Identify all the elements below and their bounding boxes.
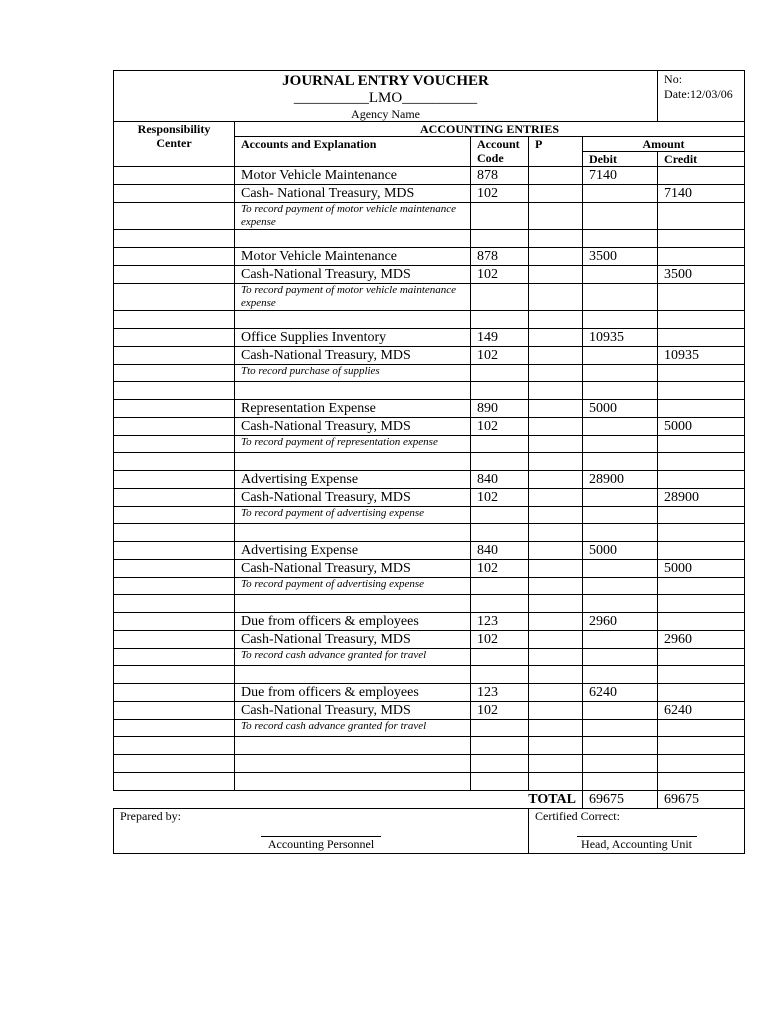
blank-cell xyxy=(583,595,658,613)
debit-account-name: Advertising Expense xyxy=(235,471,471,489)
credit-empty xyxy=(658,578,745,595)
blank-cell xyxy=(114,666,235,684)
blank-cell xyxy=(471,382,529,400)
debit-amount: 6240 xyxy=(583,684,658,702)
entry-explanation: To record payment of motor vehicle maintenance expense xyxy=(235,284,471,311)
code-empty xyxy=(471,436,529,453)
responsibility-cell xyxy=(114,329,235,347)
credit-amount: 3500 xyxy=(658,266,745,284)
debit-amount: 28900 xyxy=(583,471,658,489)
blank-cell xyxy=(235,773,471,791)
blank-cell xyxy=(471,595,529,613)
debit-amount: 10935 xyxy=(583,329,658,347)
debit-empty xyxy=(583,720,658,737)
posting-cell xyxy=(529,248,583,266)
credit-amount-empty xyxy=(658,167,745,185)
blank-cell xyxy=(235,524,471,542)
debit-empty xyxy=(583,578,658,595)
table-row xyxy=(114,284,745,311)
debit-account-code: 149 xyxy=(471,329,529,347)
debit-amount-empty xyxy=(583,266,658,284)
blank-cell xyxy=(235,737,471,755)
debit-account-name: Motor Vehicle Maintenance xyxy=(235,167,471,185)
table-row xyxy=(114,471,745,489)
voucher-date: Date:12/03/06 xyxy=(664,87,733,101)
entry-explanation: To record cash advance granted for travel xyxy=(235,649,471,666)
responsibility-cell xyxy=(114,471,235,489)
blank-cell xyxy=(529,737,583,755)
blank-cell xyxy=(235,382,471,400)
credit-account-name: Cash-National Treasury, MDS xyxy=(235,266,471,284)
account-code-header: Account Code xyxy=(471,137,529,167)
table-row xyxy=(114,809,745,854)
posting-cell xyxy=(529,578,583,595)
responsibility-cell xyxy=(114,203,235,230)
credit-account-code: 102 xyxy=(471,185,529,203)
credit-account-code: 102 xyxy=(471,347,529,365)
posting-cell xyxy=(529,702,583,720)
posting-cell xyxy=(529,185,583,203)
blank-cell xyxy=(471,311,529,329)
debit-amount-empty xyxy=(583,418,658,436)
blank-cell xyxy=(235,230,471,248)
prepared-by-role: Accounting Personnel xyxy=(267,837,375,851)
voucher-table xyxy=(113,70,745,854)
blank-cell xyxy=(583,737,658,755)
debit-amount-empty xyxy=(583,347,658,365)
table-row xyxy=(114,578,745,595)
blank-cell xyxy=(529,773,583,791)
debit-account-name: Due from officers & employees xyxy=(235,684,471,702)
table-row xyxy=(114,702,745,720)
blank-cell xyxy=(658,773,745,791)
blank-cell xyxy=(529,453,583,471)
debit-amount-empty xyxy=(583,702,658,720)
blank-cell xyxy=(583,453,658,471)
debit-amount-empty xyxy=(583,560,658,578)
entry-explanation: To record payment of advertising expense xyxy=(235,578,471,595)
credit-amount: 10935 xyxy=(658,347,745,365)
credit-account-code: 102 xyxy=(471,266,529,284)
debit-amount-empty xyxy=(583,631,658,649)
debit-account-name: Office Supplies Inventory xyxy=(235,329,471,347)
credit-amount-empty xyxy=(658,471,745,489)
total-debit: 69675 xyxy=(583,791,658,809)
blank-cell xyxy=(529,595,583,613)
debit-amount: 3500 xyxy=(583,248,658,266)
responsibility-cell xyxy=(114,613,235,631)
debit-header: Debit xyxy=(583,152,658,167)
blank-cell xyxy=(658,595,745,613)
number-date-box xyxy=(658,71,745,122)
certified-correct-box xyxy=(529,809,745,854)
responsibility-cell xyxy=(114,347,235,365)
table-row xyxy=(114,613,745,631)
blank-cell xyxy=(658,666,745,684)
credit-amount: 7140 xyxy=(658,185,745,203)
code-empty xyxy=(471,203,529,230)
table-row xyxy=(114,755,745,773)
blank-cell xyxy=(529,524,583,542)
blank-cell xyxy=(529,666,583,684)
posting-cell xyxy=(529,542,583,560)
table-row xyxy=(114,382,745,400)
credit-amount-empty xyxy=(658,400,745,418)
responsibility-cell xyxy=(114,507,235,524)
blank-cell xyxy=(235,755,471,773)
posting-cell xyxy=(529,631,583,649)
credit-account-code: 102 xyxy=(471,560,529,578)
credit-empty xyxy=(658,507,745,524)
voucher-title: JOURNAL ENTRY VOUCHER xyxy=(282,73,489,89)
table-row xyxy=(114,203,745,230)
blank-cell xyxy=(235,311,471,329)
responsibility-center-header: Responsibility Center xyxy=(114,122,235,167)
posting-cell xyxy=(529,329,583,347)
credit-amount: 6240 xyxy=(658,702,745,720)
table-row xyxy=(114,400,745,418)
table-row xyxy=(114,185,745,203)
posting-cell xyxy=(529,560,583,578)
blank-cell xyxy=(583,773,658,791)
credit-account-name: Cash- National Treasury, MDS xyxy=(235,185,471,203)
table-row xyxy=(114,595,745,613)
posting-ref-header: P xyxy=(529,137,583,167)
credit-account-code: 102 xyxy=(471,631,529,649)
blank-cell xyxy=(583,666,658,684)
accounting-entries-header: ACCOUNTING ENTRIES xyxy=(235,122,745,137)
table-row xyxy=(114,560,745,578)
debit-account-name: Motor Vehicle Maintenance xyxy=(235,248,471,266)
credit-header: Credit xyxy=(658,152,745,167)
credit-account-name: Cash-National Treasury, MDS xyxy=(235,347,471,365)
table-row xyxy=(114,649,745,666)
entry-explanation: To record payment of representation expense xyxy=(235,436,471,453)
blank-cell xyxy=(114,755,235,773)
debit-account-name: Advertising Expense xyxy=(235,542,471,560)
code-empty xyxy=(471,578,529,595)
entry-explanation: To record cash advance granted for travel xyxy=(235,720,471,737)
code-empty xyxy=(471,507,529,524)
credit-account-code: 102 xyxy=(471,702,529,720)
debit-empty xyxy=(583,436,658,453)
credit-account-code: 102 xyxy=(471,418,529,436)
responsibility-cell xyxy=(114,560,235,578)
responsibility-cell xyxy=(114,167,235,185)
posting-cell xyxy=(529,613,583,631)
blank-cell xyxy=(529,230,583,248)
credit-amount: 28900 xyxy=(658,489,745,507)
credit-empty xyxy=(658,284,745,311)
credit-amount: 5000 xyxy=(658,418,745,436)
posting-cell xyxy=(529,684,583,702)
table-row xyxy=(114,266,745,284)
entry-explanation: Tto record purchase of supplies xyxy=(235,365,471,382)
responsibility-cell xyxy=(114,266,235,284)
table-row xyxy=(114,666,745,684)
table-row xyxy=(114,524,745,542)
posting-cell xyxy=(529,649,583,666)
blank-cell xyxy=(583,311,658,329)
debit-amount-empty xyxy=(583,489,658,507)
code-empty xyxy=(471,284,529,311)
debit-empty xyxy=(583,284,658,311)
posting-cell xyxy=(529,266,583,284)
blank-cell xyxy=(658,230,745,248)
blank-cell xyxy=(529,382,583,400)
debit-empty xyxy=(583,649,658,666)
table-row xyxy=(114,773,745,791)
credit-empty xyxy=(658,720,745,737)
responsibility-cell xyxy=(114,284,235,311)
responsibility-cell xyxy=(114,400,235,418)
posting-cell xyxy=(529,471,583,489)
blank-cell xyxy=(471,666,529,684)
blank-cell xyxy=(114,737,235,755)
debit-amount: 7140 xyxy=(583,167,658,185)
posting-cell xyxy=(529,347,583,365)
credit-empty xyxy=(658,365,745,382)
table-row xyxy=(114,436,745,453)
lmo-line: __________LMO__________ xyxy=(293,90,478,106)
blank-cell xyxy=(114,382,235,400)
blank-cell xyxy=(471,773,529,791)
debit-account-code: 123 xyxy=(471,613,529,631)
blank-cell xyxy=(471,524,529,542)
credit-amount-empty xyxy=(658,248,745,266)
accounts-explanation-header: Accounts and Explanation xyxy=(235,137,471,167)
responsibility-cell xyxy=(114,436,235,453)
responsibility-cell xyxy=(114,578,235,595)
posting-cell xyxy=(529,167,583,185)
debit-empty xyxy=(583,203,658,230)
debit-account-code: 878 xyxy=(471,248,529,266)
posting-cell xyxy=(529,203,583,230)
blank-cell xyxy=(114,524,235,542)
credit-empty xyxy=(658,649,745,666)
debit-account-code: 123 xyxy=(471,684,529,702)
responsibility-cell xyxy=(114,720,235,737)
debit-amount: 5000 xyxy=(583,542,658,560)
credit-amount: 5000 xyxy=(658,560,745,578)
table-row xyxy=(114,347,745,365)
code-empty xyxy=(471,720,529,737)
posting-cell xyxy=(529,507,583,524)
posting-cell xyxy=(529,284,583,311)
blank-cell xyxy=(114,453,235,471)
credit-account-name: Cash-National Treasury, MDS xyxy=(235,702,471,720)
table-row xyxy=(114,684,745,702)
table-row xyxy=(114,720,745,737)
responsibility-cell xyxy=(114,649,235,666)
credit-account-name: Cash-National Treasury, MDS xyxy=(235,560,471,578)
blank-cell xyxy=(114,773,235,791)
debit-account-name: Representation Expense xyxy=(235,400,471,418)
debit-amount-empty xyxy=(583,185,658,203)
table-row xyxy=(114,311,745,329)
table-row xyxy=(114,791,745,809)
code-empty xyxy=(471,365,529,382)
posting-cell xyxy=(529,489,583,507)
debit-account-code: 840 xyxy=(471,542,529,560)
responsibility-cell xyxy=(114,248,235,266)
certified-role: Head, Accounting Unit xyxy=(581,837,693,851)
blank-cell xyxy=(114,311,235,329)
debit-empty xyxy=(583,507,658,524)
prepared-by-box xyxy=(114,809,529,854)
blank-cell xyxy=(235,595,471,613)
table-row xyxy=(114,167,745,185)
debit-amount: 2960 xyxy=(583,613,658,631)
credit-amount: 2960 xyxy=(658,631,745,649)
blank-cell xyxy=(235,453,471,471)
debit-amount: 5000 xyxy=(583,400,658,418)
responsibility-cell xyxy=(114,365,235,382)
credit-account-name: Cash-National Treasury, MDS xyxy=(235,418,471,436)
table-row xyxy=(114,329,745,347)
total-credit: 69675 xyxy=(658,791,745,809)
blank-cell xyxy=(529,755,583,773)
responsibility-cell xyxy=(114,489,235,507)
posting-cell xyxy=(529,436,583,453)
blank-cell xyxy=(471,737,529,755)
credit-amount-empty xyxy=(658,684,745,702)
table-row xyxy=(114,631,745,649)
entry-explanation: To record payment of motor vehicle maintenance expense xyxy=(235,203,471,230)
debit-empty xyxy=(583,365,658,382)
table-row xyxy=(114,489,745,507)
certified-correct-label: Certified Correct: xyxy=(535,809,620,823)
responsibility-cell xyxy=(114,542,235,560)
posting-cell xyxy=(529,418,583,436)
blank-cell xyxy=(114,230,235,248)
total-label: TOTAL xyxy=(114,791,583,809)
blank-cell xyxy=(658,737,745,755)
debit-account-code: 840 xyxy=(471,471,529,489)
credit-amount-empty xyxy=(658,542,745,560)
blank-cell xyxy=(658,755,745,773)
debit-account-code: 878 xyxy=(471,167,529,185)
blank-cell xyxy=(658,382,745,400)
blank-cell xyxy=(471,755,529,773)
agency-name-label: Agency Name xyxy=(351,107,421,121)
journal-entry-voucher xyxy=(113,70,744,854)
responsibility-cell xyxy=(114,684,235,702)
table-row xyxy=(114,542,745,560)
credit-account-name: Cash-National Treasury, MDS xyxy=(235,631,471,649)
voucher-header xyxy=(114,71,658,122)
blank-cell xyxy=(658,311,745,329)
posting-cell xyxy=(529,400,583,418)
blank-cell xyxy=(471,453,529,471)
credit-empty xyxy=(658,203,745,230)
credit-amount-empty xyxy=(658,329,745,347)
posting-cell xyxy=(529,365,583,382)
credit-empty xyxy=(658,436,745,453)
credit-amount-empty xyxy=(658,613,745,631)
blank-cell xyxy=(658,524,745,542)
debit-account-name: Due from officers & employees xyxy=(235,613,471,631)
blank-cell xyxy=(583,230,658,248)
blank-cell xyxy=(471,230,529,248)
amount-header: Amount xyxy=(583,137,745,152)
table-row xyxy=(114,418,745,436)
blank-cell xyxy=(529,311,583,329)
posting-cell xyxy=(529,720,583,737)
credit-account-name: Cash-National Treasury, MDS xyxy=(235,489,471,507)
table-row xyxy=(114,453,745,471)
voucher-number-label: No: xyxy=(664,72,683,86)
responsibility-cell xyxy=(114,418,235,436)
blank-cell xyxy=(658,453,745,471)
responsibility-cell xyxy=(114,631,235,649)
debit-account-code: 890 xyxy=(471,400,529,418)
blank-cell xyxy=(583,755,658,773)
blank-cell xyxy=(583,524,658,542)
blank-cell xyxy=(114,595,235,613)
table-row xyxy=(114,365,745,382)
blank-cell xyxy=(235,666,471,684)
responsibility-cell xyxy=(114,185,235,203)
table-row xyxy=(114,507,745,524)
blank-cell xyxy=(583,382,658,400)
table-row xyxy=(114,737,745,755)
prepared-by-label: Prepared by: xyxy=(120,809,181,823)
entry-explanation: To record payment of advertising expense xyxy=(235,507,471,524)
credit-account-code: 102 xyxy=(471,489,529,507)
table-row xyxy=(114,230,745,248)
table-row xyxy=(114,248,745,266)
code-empty xyxy=(471,649,529,666)
responsibility-cell xyxy=(114,702,235,720)
